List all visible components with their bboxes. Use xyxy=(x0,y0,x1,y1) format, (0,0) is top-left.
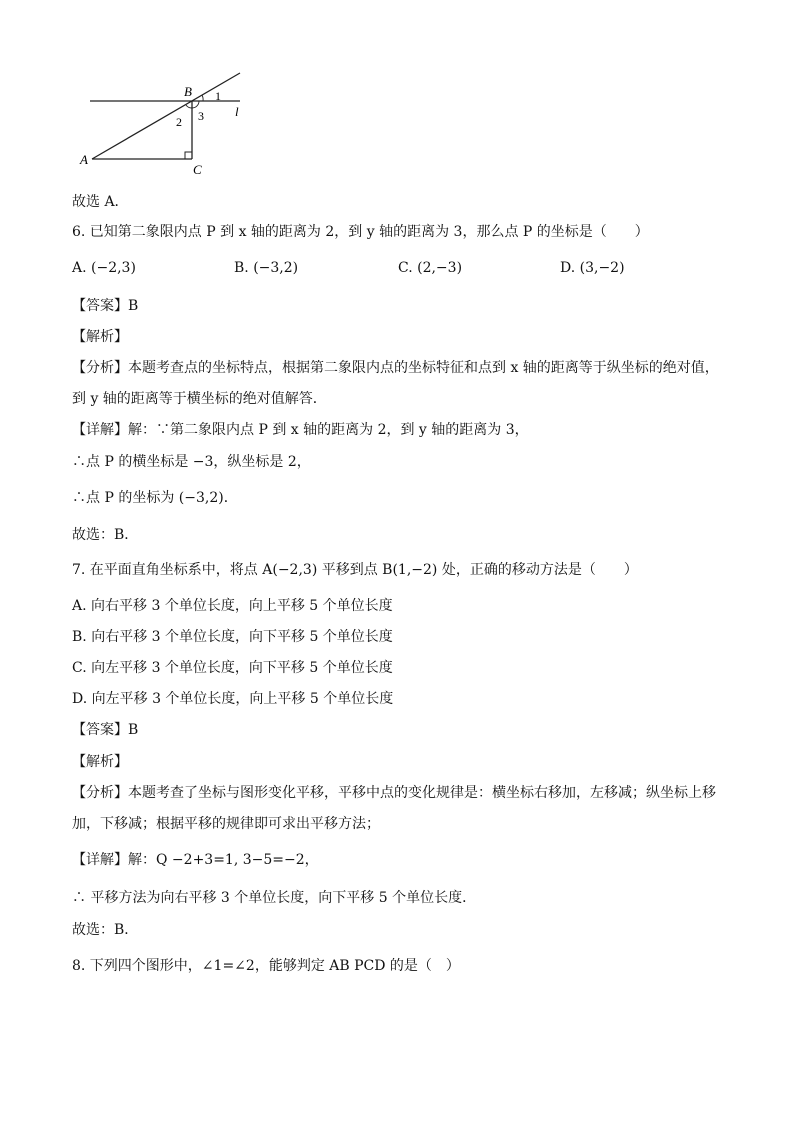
label-C: C xyxy=(193,162,202,177)
q7-option-a: A. 向右平移 3 个单位长度，向上平移 5 个单位长度 xyxy=(72,598,393,614)
angle-arc-2 xyxy=(186,105,192,108)
label-angle-1: 1 xyxy=(215,89,221,103)
label-angle-2: 2 xyxy=(176,115,182,129)
q6-option-c: C. (2,−3) xyxy=(398,260,463,276)
angle-arc-1 xyxy=(202,95,203,101)
label-l: l xyxy=(235,104,239,119)
question-6: 6. 已知第二象限内点 P 到 x 轴的距离为 2，到 y 轴的距离为 3，那么点 P 的坐标是（ ） xyxy=(72,224,649,240)
geometry-figure xyxy=(78,68,258,180)
analysis-7-line-1: 【分析】本题考查了坐标与图形变化平移，平移中点的变化规律是：横坐标右移加，左移减；纵坐标上移 xyxy=(72,785,716,801)
question-7: 7. 在平面直角坐标系中，将点 A(−2,3) 平移到点 B(1,−2) 处，正确的移动方法是（ ） xyxy=(72,562,638,578)
conclusion-7: 故选：B． xyxy=(72,922,139,938)
label-A: A xyxy=(80,152,88,167)
question-8: 8. 下列四个图形中，∠1=∠2，能够判定 AB PCD 的是（ ） xyxy=(72,958,460,974)
answer-6: 【答案】B xyxy=(72,298,139,314)
q6-option-d: D. (3,−2) xyxy=(560,260,625,276)
line-AB xyxy=(92,73,240,159)
detail-7-line-2: ∴ 平移方法为向右平移 3 个单位长度，向下平移 5 个单位长度． xyxy=(72,890,477,906)
conclusion-6: 故选：B． xyxy=(72,527,139,543)
detail-6-line-3: ∴点 P 的坐标为 (−3,2)． xyxy=(72,490,238,506)
analysis-7-line-2: 加，下移减；根据平移的规律即可求出平移方法； xyxy=(72,816,380,832)
analysis-6-line-2: 到 y 轴的距离等于横坐标的绝对值解答． xyxy=(72,391,327,407)
angle-arc-3 xyxy=(192,101,199,108)
label-angle-3: 3 xyxy=(198,109,204,123)
conclusion-line: 故选 A． xyxy=(72,194,129,210)
answer-7: 【答案】B xyxy=(72,722,139,738)
analysis-7-heading: 【解析】 xyxy=(72,754,128,770)
q6-option-b: B. (−3,2) xyxy=(234,260,299,276)
detail-7-line-1: 【详解】解：Q −2+3=1, 3−5=−2， xyxy=(72,852,319,868)
q7-option-b: B. 向右平移 3 个单位长度，向下平移 5 个单位长度 xyxy=(72,629,393,645)
label-B: B xyxy=(184,84,192,99)
detail-6-line-2: ∴点 P 的横坐标是 −3，纵坐标是 2， xyxy=(72,454,311,470)
q7-option-d: D. 向左平移 3 个单位长度，向上平移 5 个单位长度 xyxy=(72,691,394,707)
right-angle-marker xyxy=(185,152,192,159)
analysis-6-heading: 【解析】 xyxy=(72,329,128,345)
detail-6-line-1: 【详解】解：∵第二象限内点 P 到 x 轴的距离为 2，到 y 轴的距离为 3， xyxy=(72,422,529,438)
q6-option-a: A. (−2,3) xyxy=(72,260,136,276)
q7-option-c: C. 向左平移 3 个单位长度，向下平移 5 个单位长度 xyxy=(72,660,393,676)
analysis-6-line-1: 【分析】本题考查点的坐标特点，根据第二象限内点的坐标特征和点到 x 轴的距离等于纵坐标的绝对值， xyxy=(72,360,719,376)
